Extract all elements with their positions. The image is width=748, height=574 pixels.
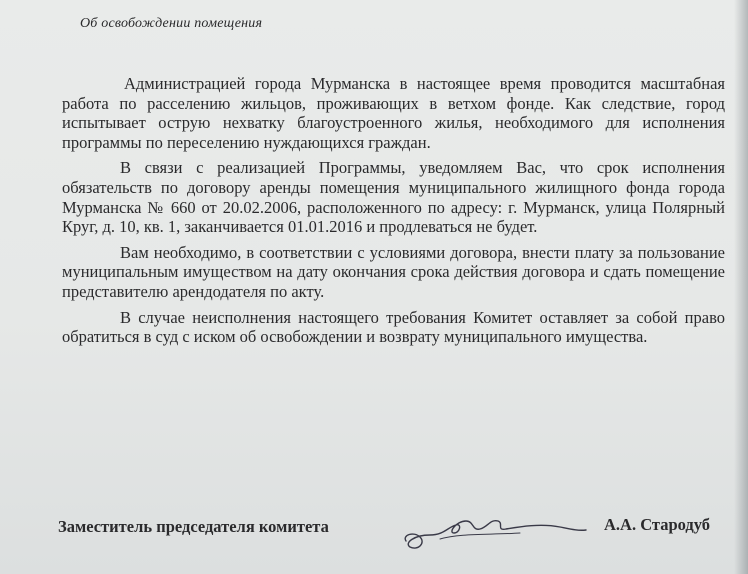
- letter-subject: Об освобождении помещения: [80, 16, 263, 31]
- paragraph-resettlement: Администрацией города Мурманска в настоящее время проводится масштабная работа по расселению жильцов, проживающих в ветхом фонде. Как следствие, город испытывает острую нехватку благоустроенного жилья, необходимого для исполнения программы по переселению нуждающихся граждан.: [62, 74, 725, 152]
- letter-body: [62, 74, 725, 353]
- page-edge-shadow: [734, 0, 748, 574]
- paragraph-court-warning: В случае неисполнения настоящего требования Комитет оставляет за собой право обратиться в суд с иском об освобождении и возврату муниципального имущества.: [62, 307, 725, 347]
- signer-name: А.А. Стародуб: [604, 515, 711, 534]
- paragraph-lease-notice: В связи с реализацией Программы, уведомляем Вас, что срок исполнения обязательств по договору аренды помещения муниципального жилищного фонда города Мурманска № 660 от 20.02.2006, расположенного по адресу: г. Мурманск, улица Полярный Круг, д. 10, кв. 1, заканчивается 01.01.2016 и продлеваться не будет.: [62, 158, 725, 237]
- handwritten-signature: [400, 505, 590, 555]
- paragraph-payment: Вам необходимо, в соответствии с условиями договора, внести плату за пользование муниципальным имуществом на дату окончания срока действия договора и сдать помещение представителю арендодателя по акту.: [62, 242, 725, 301]
- signature-block: [58, 515, 728, 555]
- signer-title: Заместитель председателя комитета: [58, 517, 329, 536]
